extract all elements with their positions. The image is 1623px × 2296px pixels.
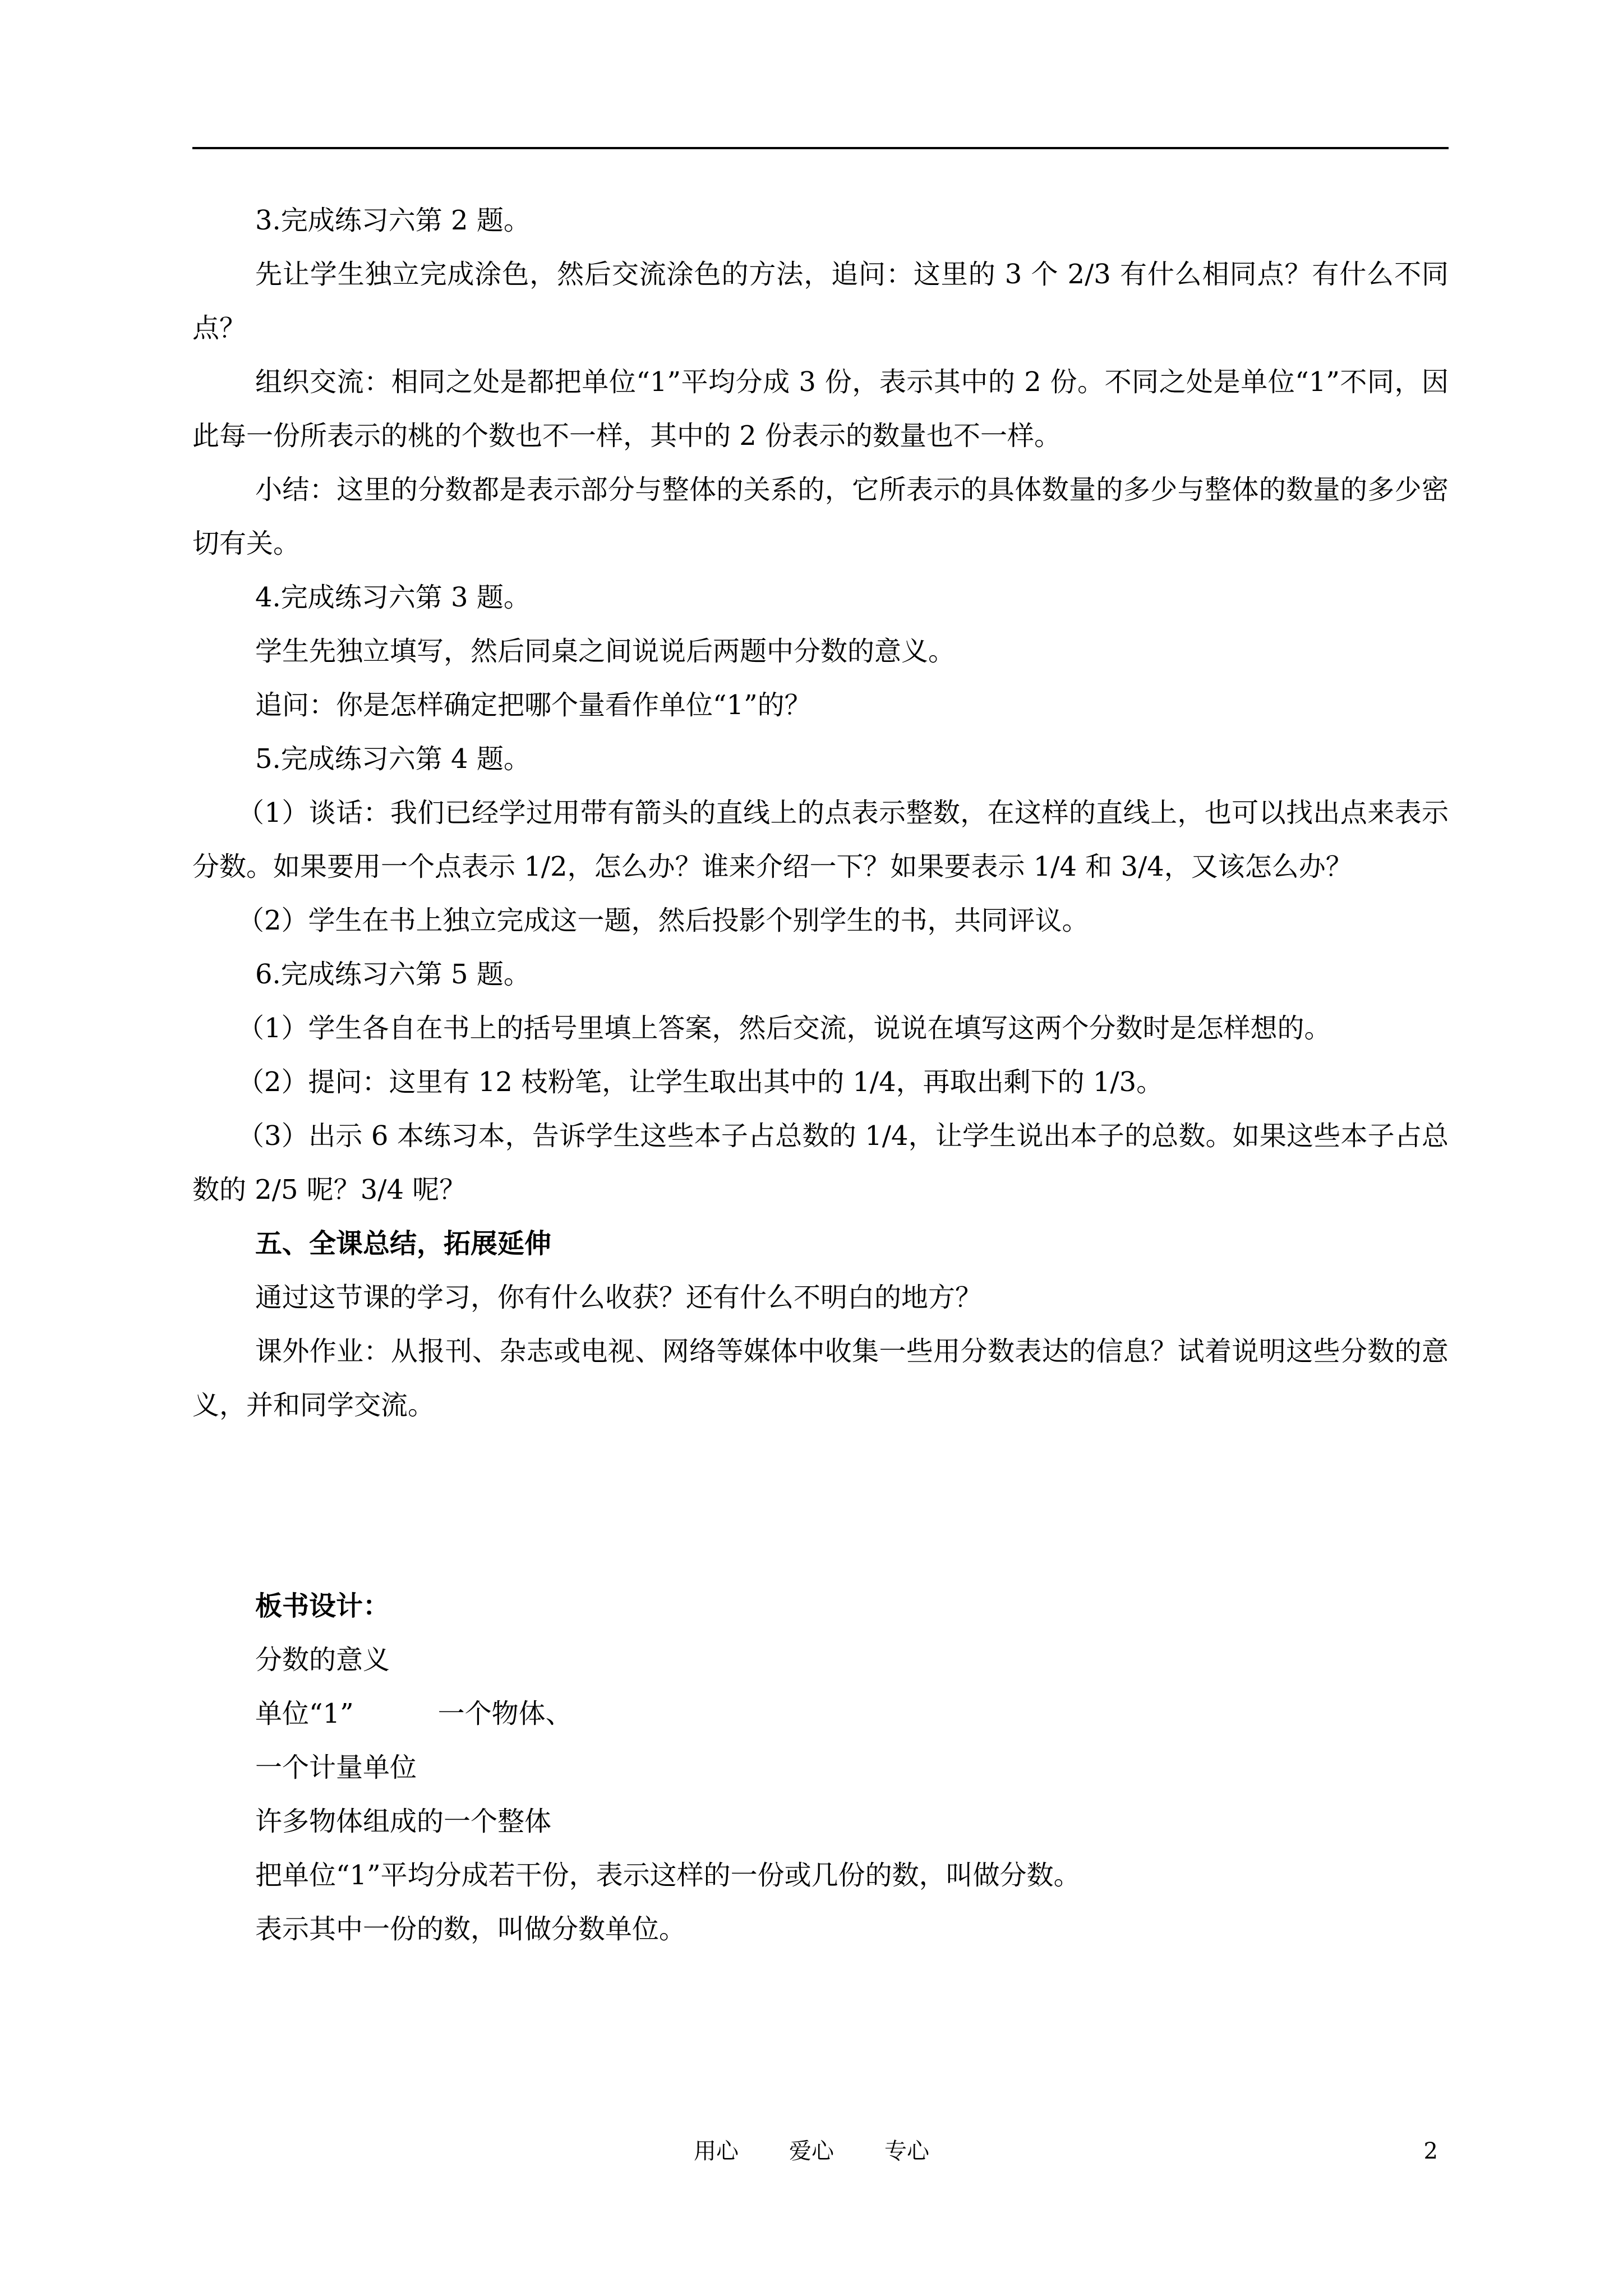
board-definition: 把单位“1”平均分成若干份，表示这样的一份或几份的数，叫做分数。: [255, 1860, 1081, 1891]
footer-word: 用心: [694, 2138, 739, 2164]
paragraph: 小结：这里的分数都是表示部分与整体的关系的，它所表示的具体数量的多少与整体的数量的多少密切有关。: [192, 474, 1449, 559]
board-design: [255, 1579, 1449, 1956]
paragraph: 组织交流：相同之处是都把单位“1”平均分成 3 份，表示其中的 2 份。不同之处是单位“1”不同，因此每一份所表示的桃的个数也不一样，其中的 2 份表示的数量也不一样。: [192, 366, 1449, 452]
header-rule: [192, 147, 1449, 149]
paragraph: （3）出示 6 本练习本，告诉学生这些本子占总数的 1/4，让学生说出本子的总数。如果这些本子占总数的 2/5 呢？3/4 呢？: [192, 1120, 1449, 1205]
footer-motto: [0, 2132, 1623, 2171]
paragraph: 学生先独立填写，然后同桌之间说说后两题中分数的意义。: [255, 636, 956, 667]
board-unit-definition: 表示其中一份的数，叫做分数单位。: [255, 1913, 686, 1945]
paragraph: 课外作业：从报刊、杂志或电视、网络等媒体中收集一些用分数表达的信息？试着说明这些分数的意义，并和同学交流。: [192, 1336, 1449, 1421]
board-title: 分数的意义: [255, 1644, 390, 1676]
paragraph: 5.完成练习六第 4 题。: [255, 743, 531, 775]
board-heading: 板书设计：: [255, 1590, 390, 1622]
paragraph: （2）提问：这里有 12 枝粉笔，让学生取出其中的 1/4，再取出剩下的 1/3。: [237, 1066, 1164, 1098]
unit-label: 单位“1”: [255, 1698, 354, 1729]
section-heading: 五、全课总结，拓展延伸: [255, 1228, 552, 1259]
board-line: 一个计量单位: [255, 1752, 417, 1783]
page-number: 2: [1423, 2138, 1438, 2164]
lesson-body: [192, 194, 1449, 1432]
footer-word: 专心: [884, 2138, 929, 2164]
paragraph: （2）学生在书上独立完成这一题，然后投影个别学生的书，共同评议。: [237, 905, 1089, 936]
paragraph: 通过这节课的学习，你有什么收获？还有什么不明白的地方？: [255, 1282, 983, 1313]
paragraph: 4.完成练习六第 3 题。: [255, 582, 531, 613]
board-line: 许多物体组成的一个整体: [255, 1806, 552, 1837]
paragraph: 追问：你是怎样确定把哪个量看作单位“1”的？: [255, 689, 811, 721]
paragraph: 6.完成练习六第 5 题。: [255, 959, 531, 990]
paragraph: 先让学生独立完成涂色，然后交流涂色的方法，追问：这里的 3 个 2/3 有什么相同点？有什么不同点？: [192, 259, 1449, 344]
paragraph: （1）谈话：我们已经学过用带有箭头的直线上的点表示整数，在这样的直线上，也可以找出点来表示分数。如果要用一个点表示 1/2，怎么办？谁来介绍一下？如果要表示 1/4 和 3/4，又该怎么办？: [192, 797, 1449, 882]
unit-item: 一个物体、: [437, 1698, 573, 1729]
paragraph: （1）学生各自在书上的括号里填上答案，然后交流，说说在填写这两个分数时是怎样想的。: [237, 1013, 1331, 1044]
footer-word: 爱心: [789, 2138, 834, 2164]
page-footer: [0, 2132, 1623, 2171]
paragraph: 3.完成练习六第 2 题。: [255, 205, 531, 236]
board-unit-row: [255, 1687, 1449, 1741]
